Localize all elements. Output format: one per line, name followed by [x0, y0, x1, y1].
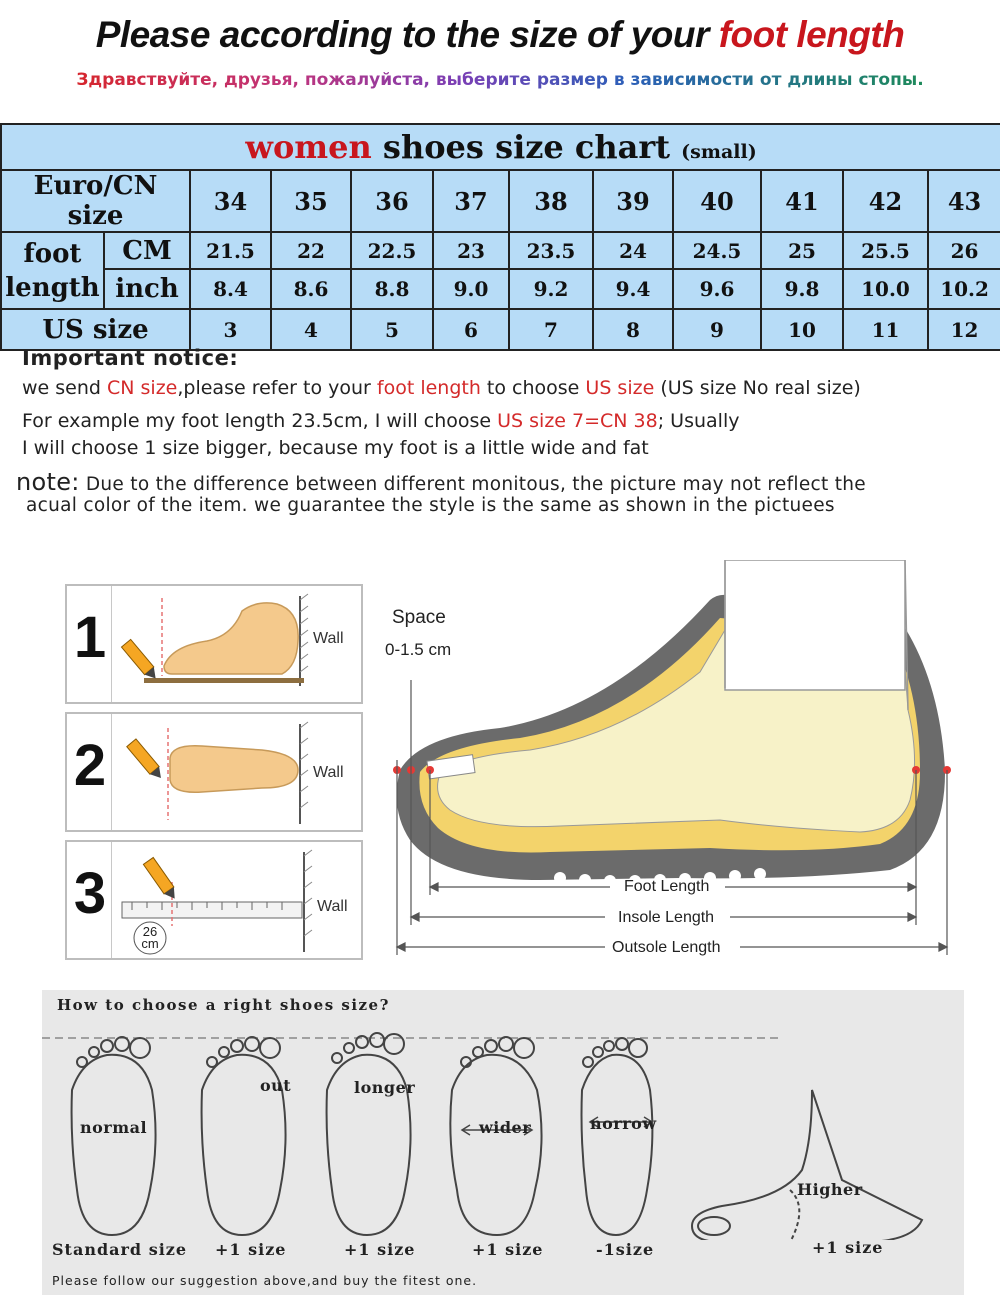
- choose-footer: Please follow our suggestion above,and buy the fitest one.: [52, 1273, 478, 1288]
- table-row-inch: [1, 269, 1000, 309]
- table-row-euro: [1, 170, 1000, 232]
- step-1-number: 1: [73, 605, 107, 670]
- n1d: foot length: [376, 377, 481, 399]
- wall-label-2: Wall: [313, 764, 344, 781]
- step-1-box: [65, 584, 363, 704]
- n1b: CN size: [107, 377, 178, 399]
- cm-cell: 25.5: [843, 232, 928, 269]
- cm-cell: 22: [271, 232, 351, 269]
- n2c: ; Usually: [657, 410, 740, 432]
- cm-cell: 23: [433, 232, 509, 269]
- choose-title: How to choose a right shoes size?: [57, 996, 390, 1014]
- chart-title-note: (small): [681, 141, 757, 163]
- cm-cell: 24: [593, 232, 673, 269]
- russian-subtitle: [0, 70, 1000, 90]
- us-cell: 8: [593, 309, 673, 350]
- euro-cell: 37: [433, 170, 509, 232]
- label-wider: wider: [479, 1118, 532, 1137]
- n1c: ,please refer to your: [177, 377, 377, 399]
- title-accent: foot length: [718, 14, 905, 55]
- cm-cell: 25: [761, 232, 843, 269]
- euro-cell: 34: [190, 170, 271, 232]
- us-cell: 9: [673, 309, 761, 350]
- caption-out: +1 size: [215, 1240, 287, 1259]
- step-3-box: [65, 840, 363, 960]
- cm-cell: 24.5: [673, 232, 761, 269]
- euro-cell: 43: [928, 170, 1000, 232]
- label-normal: normal: [80, 1118, 148, 1137]
- cm-label: CM: [104, 232, 190, 269]
- us-cell: 6: [433, 309, 509, 350]
- notice-line-1: [22, 377, 861, 399]
- wall-label-3: Wall: [317, 898, 348, 915]
- outsole-length-label: Outsole Length: [612, 939, 721, 956]
- ruler-readout: [135, 926, 165, 950]
- ruler-unit: cm: [141, 936, 159, 951]
- euro-label: Euro/CN size: [1, 170, 190, 232]
- us-cell: 11: [843, 309, 928, 350]
- euro-cell: 40: [673, 170, 761, 232]
- measuring-figure: [0, 540, 1000, 980]
- note-text-1: Due to the difference between different monitous, the picture may not reflect the: [79, 474, 866, 495]
- space-label: Space: [392, 607, 446, 628]
- n2b: US size 7=CN 38: [497, 410, 658, 432]
- inch-cell: 9.0: [433, 269, 509, 309]
- n1a: we send: [22, 377, 107, 399]
- insole-length-label: Insole Length: [618, 909, 715, 926]
- us-cell: 10: [761, 309, 843, 350]
- table-row-us: [1, 309, 1000, 350]
- inch-label: inch: [104, 269, 190, 309]
- inch-cell: 10.2: [928, 269, 1000, 309]
- inch-cell: 9.4: [593, 269, 673, 309]
- caption-higher: +1 size: [812, 1238, 884, 1257]
- euro-cell: 35: [271, 170, 351, 232]
- inch-cell: 8.4: [190, 269, 271, 309]
- size-chart-title: [1, 124, 1000, 170]
- foot-length-label: [1, 232, 104, 309]
- n1e: to choose: [480, 377, 586, 399]
- euro-cell: 38: [509, 170, 593, 232]
- inch-cell: 8.6: [271, 269, 351, 309]
- us-cell: 5: [351, 309, 433, 350]
- caption-longer: +1 size: [344, 1240, 416, 1259]
- inch-cell: 9.2: [509, 269, 593, 309]
- inch-cell: 8.8: [351, 269, 433, 309]
- label-norrow: norrow: [590, 1114, 657, 1133]
- length-label: length: [5, 272, 100, 303]
- page-title: [0, 14, 1000, 56]
- n1f: US size: [585, 377, 655, 399]
- step-2-number: 2: [73, 733, 107, 798]
- space-value: 0-1.5 cm: [385, 640, 452, 659]
- caption-wider: +1 size: [472, 1240, 544, 1259]
- inch-cell: 9.8: [761, 269, 843, 309]
- label-longer: longer: [354, 1078, 416, 1097]
- cm-cell: 23.5: [509, 232, 593, 269]
- caption-standard: Standard size: [52, 1240, 188, 1259]
- foot-length-label-diagram: Foot Length: [624, 878, 710, 895]
- euro-cell: 39: [593, 170, 673, 232]
- note-line-2: acual color of the item. we guarantee the style is the same as shown in the pictuees: [26, 495, 835, 516]
- step-2-box: [65, 712, 363, 832]
- foot-label: foot: [23, 238, 82, 269]
- n2a: For example my foot length 23.5cm, I will choose: [22, 410, 498, 432]
- step-3-number: 3: [73, 861, 107, 926]
- inch-cell: 9.6: [673, 269, 761, 309]
- cm-cell: 26: [928, 232, 1000, 269]
- title-main: Please according to the size of your: [95, 14, 719, 55]
- us-cell: 4: [271, 309, 351, 350]
- us-label: US size: [1, 309, 190, 350]
- chart-title-red: women: [245, 128, 372, 166]
- cm-cell: 21.5: [190, 232, 271, 269]
- n1g: (US size No real size): [654, 377, 861, 399]
- euro-cell: 41: [761, 170, 843, 232]
- label-out: out: [260, 1076, 292, 1095]
- us-cell: 7: [509, 309, 593, 350]
- euro-cell: 36: [351, 170, 433, 232]
- cm-cell: 22.5: [351, 232, 433, 269]
- label-higher: Higher: [797, 1180, 863, 1199]
- ruler-value: 26: [142, 924, 158, 939]
- us-cell: 3: [190, 309, 271, 350]
- notice-line-3: I will choose 1 size bigger, because my foot is a little wide and fat: [22, 437, 649, 459]
- note-label: note:: [16, 468, 80, 496]
- wall-label-1: Wall: [313, 630, 344, 647]
- size-chart-table: [0, 123, 1000, 351]
- russian-subtitle-text: Здравствуйте, друзья, пожалуйста, выберите размер в зависимости от длины стопы.: [76, 70, 924, 90]
- euro-cell: 42: [843, 170, 928, 232]
- note-line-1: [16, 468, 866, 496]
- notice-line-2: [22, 410, 739, 432]
- caption-norrow: -1size: [596, 1240, 655, 1259]
- choose-size-panel: [42, 990, 964, 1295]
- us-cell: 12: [928, 309, 1000, 350]
- chart-title-rest: shoes size chart: [371, 128, 682, 166]
- inch-cell: 10.0: [843, 269, 928, 309]
- table-row-cm: [1, 232, 1000, 269]
- notice-heading: Important notice:: [22, 346, 239, 370]
